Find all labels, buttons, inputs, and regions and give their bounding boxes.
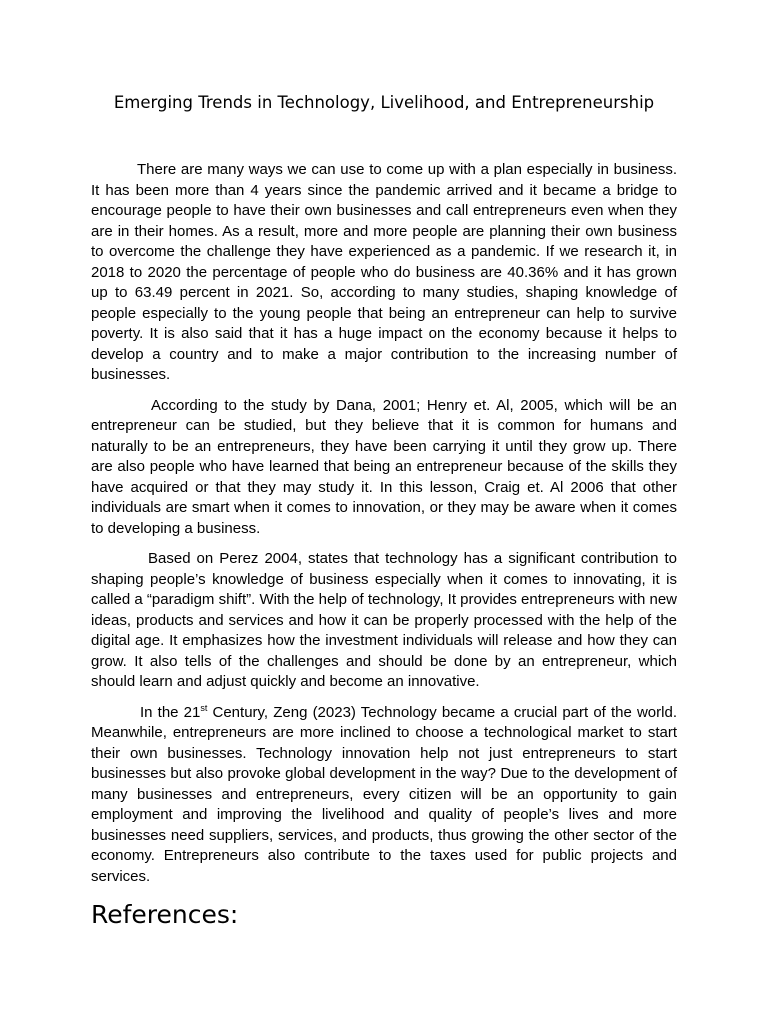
- paragraph-4-rest: Century, Zeng (2023) Technology became a crucial part of the world. Meanwhile, entrepreneurs are more inclined to choose a technological market to start their own businesses. Technology innovation help not just entrepreneurs to start businesses but also provoke global development in the way? Due to the development of many businesses and entrepreneurs, every citizen will be an opportunity to gain employment and improving the livelihood and quality of people’s lives and more businesses need suppliers, services, and products, thus growing the other sector of the economy. Entrepreneurs also contribute to the taxes used for public projects and services.: [91, 703, 677, 885]
- paragraph-4: [91, 703, 677, 888]
- document-title: Emerging Trends in Technology, Livelihood, and Entrepreneurship: [113, 93, 655, 112]
- ordinal-superscript: st: [200, 702, 208, 713]
- document-body: [91, 160, 677, 897]
- paragraph-4-start: In the 21: [140, 703, 201, 721]
- references-heading: References:: [91, 900, 239, 929]
- paragraph-2: According to the study by Dana, 2001; Henry et. Al, 2005, which will be an entrepreneur can be studied, but they believe that it is common for humans and naturally to be an entrepreneurs, they have been carrying it until they grow up. There are also people who have learned that being an entrepreneur because of the skills they have acquired or that they may study it. In this lesson, Craig et. Al 2006 that other individuals are smart when it comes to innovation, or they may be aware when it comes to developing a business.: [91, 396, 677, 537]
- paragraph-3: Based on Perez 2004, states that technology has a significant contribution to shaping people’s knowledge of business especially when it comes to innovating, it is called a “paradigm shift”. With the help of technology, It provides entrepreneurs with new ideas, products and services and how it can be properly processed with the help of the digital age. It emphasizes how the investment individuals will release and how they can grow. It also tells of the challenges and should be done by an entrepreneur, which should learn and adjust quickly and become an innovative.: [91, 550, 677, 690]
- paragraph-1: There are many ways we can use to come up with a plan especially in business. It has been more than 4 years since the pandemic arrived and it became a bridge to encourage people to have their own businesses and call entrepreneurs even when they are in their homes. As a result, more and more people are planning their own business to overcome the challenge they have experienced as a pandemic. If we research it, in 2018 to 2020 the percentage of people who do business are 40.36% and it has grown up to 63.49 percent in 2021. So, according to many studies, shaping knowledge of people especially to the young people that being an entrepreneur can help to survive poverty. It is also said that it has a huge impact on the economy because it helps to develop a country and to make a major contribution to the increasing number of businesses.: [91, 161, 677, 383]
